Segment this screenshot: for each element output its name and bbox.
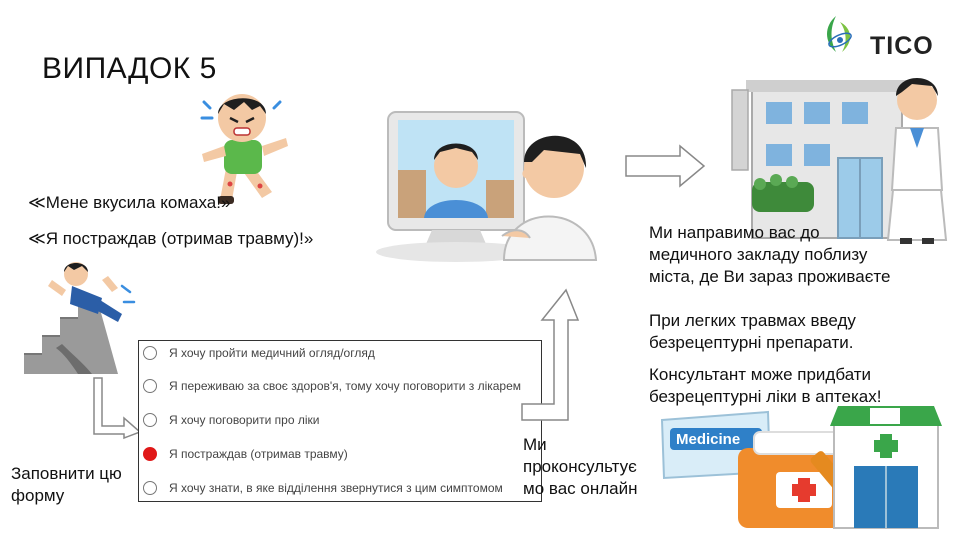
radio-button[interactable] bbox=[143, 481, 157, 495]
arrow-up-to-consultation bbox=[518, 286, 584, 422]
radio-button-selected[interactable] bbox=[143, 447, 157, 461]
tico-logo-icon bbox=[818, 12, 862, 58]
quote-injured: ≪Я постраждав (отримав травму)!» bbox=[28, 229, 314, 248]
consult-online-text: Ми проконсультує мо вас онлайн bbox=[523, 435, 638, 498]
medicine-pharmacy-illustration bbox=[658, 402, 944, 532]
falling-boy-illustration bbox=[22, 258, 154, 376]
form-option[interactable] bbox=[143, 375, 521, 397]
angry-boy-illustration bbox=[190, 88, 294, 208]
referral-text: Ми направимо вас до медичного закладу поблизу міста, де Ви зараз проживаєте bbox=[649, 223, 891, 286]
slide-title: ВИПАДОК 5 bbox=[42, 52, 217, 85]
radio-button[interactable] bbox=[143, 413, 157, 427]
form-option-selected[interactable] bbox=[143, 443, 348, 465]
option-label: Я постраждав (отримав травму) bbox=[169, 447, 348, 461]
form-option[interactable] bbox=[143, 477, 503, 499]
arrow-right-to-clinic bbox=[624, 144, 706, 188]
option-label: Я хочу знати, в яке відділення звернутися з цим симптомом bbox=[169, 481, 503, 495]
radio-button[interactable] bbox=[143, 346, 157, 360]
otc-text: При легких травмах введу безрецептурні препарати. bbox=[649, 311, 856, 352]
option-label: Я хочу пройти медичний огляд/огляд bbox=[169, 346, 375, 360]
clinic-doctor-illustration bbox=[728, 62, 950, 246]
fill-form-label: Заповнити цю форму bbox=[11, 464, 122, 505]
medicine-box-label: Medicine bbox=[676, 431, 741, 448]
form-option[interactable] bbox=[143, 342, 375, 364]
logo-text: TICO bbox=[870, 32, 934, 60]
arrow-to-form bbox=[92, 376, 144, 442]
option-label: Я переживаю за своє здоров'я, тому хочу поговорити з лікарем bbox=[169, 379, 522, 393]
radio-button[interactable] bbox=[143, 379, 157, 393]
symptom-form bbox=[138, 340, 542, 502]
quote-insect-bite: ≪Мене вкусила комаха!» bbox=[28, 193, 231, 212]
option-label: Я хочу поговорити про ліки bbox=[169, 413, 320, 427]
online-consultation-illustration bbox=[374, 110, 604, 270]
pharmacy-text: Консультант може придбати безрецептурні ліки в аптеках! bbox=[649, 365, 882, 406]
form-option[interactable] bbox=[143, 409, 319, 431]
